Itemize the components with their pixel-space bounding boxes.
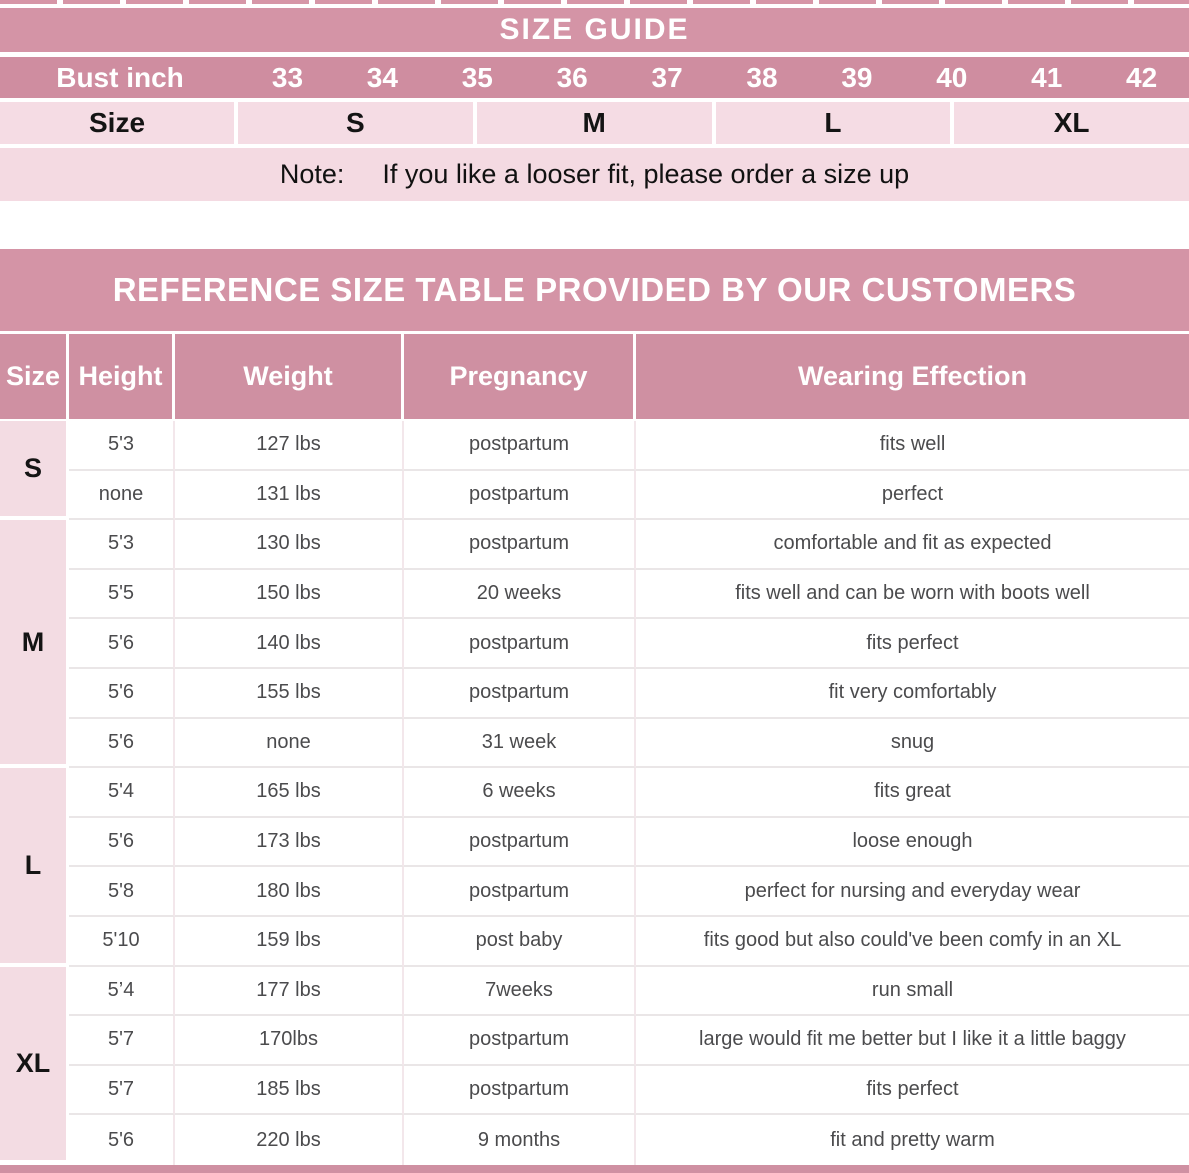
- size-option-m: M: [477, 102, 712, 144]
- bust-value: 37: [651, 61, 683, 93]
- cell-pregnancy: postpartum: [404, 867, 636, 917]
- cell-effection: fits perfect: [636, 619, 1189, 669]
- cell-weight: 177 lbs: [175, 967, 404, 1017]
- bust-value: 39: [841, 61, 873, 93]
- cell-pregnancy: 6 weeks: [404, 768, 636, 818]
- cell-weight: 159 lbs: [175, 917, 404, 967]
- cell-pregnancy: post baby: [404, 917, 636, 967]
- cell-effection: run small: [636, 967, 1189, 1017]
- reference-table-body: [0, 421, 1189, 1165]
- note-label: Note:: [279, 159, 345, 189]
- cell-pregnancy: postpartum: [404, 520, 636, 570]
- column-header-weight: Weight: [175, 334, 401, 419]
- bust-value: 38: [746, 61, 778, 93]
- size-guide-table: [0, 8, 1189, 201]
- size-guide-title: SIZE GUIDE: [0, 8, 1189, 52]
- cell-pregnancy: 20 weeks: [404, 570, 636, 620]
- bust-inch-label: Bust inch: [56, 61, 184, 93]
- bust-value: 35: [461, 61, 493, 93]
- cell-weight: 180 lbs: [175, 867, 404, 917]
- cell-weight: 173 lbs: [175, 818, 404, 868]
- bottom-edge-decoration: [0, 1165, 1189, 1173]
- cell-height: 5'7: [69, 1066, 175, 1116]
- cell-effection: perfect: [636, 471, 1189, 521]
- cell-weight: 140 lbs: [175, 619, 404, 669]
- cell-height: 5'4: [69, 768, 175, 818]
- cell-effection: fits well: [636, 421, 1189, 471]
- cell-pregnancy: postpartum: [404, 818, 636, 868]
- cell-height: 5'5: [69, 570, 175, 620]
- cell-height: 5'6: [69, 719, 175, 769]
- size-option-s: S: [238, 102, 473, 144]
- cell-weight: 130 lbs: [175, 520, 404, 570]
- note-text: If you like a looser fit, please order a size up: [382, 159, 910, 189]
- cell-height: 5'8: [69, 867, 175, 917]
- column-header-size: Size: [0, 334, 66, 419]
- reference-size-table: [0, 249, 1189, 1173]
- cell-height: 5'6: [69, 1115, 175, 1165]
- cell-pregnancy: postpartum: [404, 1066, 636, 1116]
- cell-height: 5'6: [69, 818, 175, 868]
- cell-pregnancy: postpartum: [404, 421, 636, 471]
- column-header-effection: Wearing Effection: [636, 334, 1189, 419]
- size-row: [0, 102, 1189, 144]
- cell-weight: 155 lbs: [175, 669, 404, 719]
- cell-weight: 185 lbs: [175, 1066, 404, 1116]
- bust-value: 40: [936, 61, 968, 93]
- size-group-xl: XL: [0, 967, 66, 1160]
- bust-value: 33: [271, 61, 304, 93]
- reference-table-title: REFERENCE SIZE TABLE PROVIDED BY OUR CUSTOMERS: [0, 249, 1189, 331]
- cropped-edge-decoration: [0, 0, 1189, 4]
- cell-height: none: [69, 471, 175, 521]
- cell-effection: large would fit me better but I like it a little baggy: [636, 1016, 1189, 1066]
- cell-effection: comfortable and fit as expected: [636, 520, 1189, 570]
- cell-weight: 170lbs: [175, 1016, 404, 1066]
- cell-effection: loose enough: [636, 818, 1189, 868]
- cell-pregnancy: postpartum: [404, 619, 636, 669]
- cell-weight: 220 lbs: [175, 1115, 404, 1165]
- size-option-xl: XL: [954, 102, 1189, 144]
- size-option-l: L: [716, 102, 951, 144]
- cell-effection: fits good but also could've been comfy in an XL: [636, 917, 1189, 967]
- cell-effection: fit and pretty warm: [636, 1115, 1189, 1165]
- bust-values: [240, 62, 1189, 94]
- column-header-height: Height: [69, 334, 172, 419]
- bust-value: 36: [556, 61, 588, 93]
- size-label: Size: [0, 102, 234, 144]
- cell-weight: 165 lbs: [175, 768, 404, 818]
- cell-weight: 131 lbs: [175, 471, 404, 521]
- cell-pregnancy: 7weeks: [404, 967, 636, 1017]
- cell-effection: fit very comfortably: [636, 669, 1189, 719]
- cell-effection: fits well and can be worn with boots well: [636, 570, 1189, 620]
- bust-value: 42: [1126, 61, 1158, 93]
- cell-weight: none: [175, 719, 404, 769]
- cell-pregnancy: 9 months: [404, 1115, 636, 1165]
- cell-height: 5'6: [69, 669, 175, 719]
- cell-height: 5'3: [69, 421, 175, 471]
- cell-height: 5'10: [69, 917, 175, 967]
- column-header-pregnancy: Pregnancy: [404, 334, 633, 419]
- cell-effection: fits perfect: [636, 1066, 1189, 1116]
- cell-height: 5'7: [69, 1016, 175, 1066]
- size-group-l: L: [0, 768, 66, 962]
- bust-value: 41: [1031, 61, 1063, 93]
- note-row: [0, 148, 1189, 201]
- cell-pregnancy: postpartum: [404, 1016, 636, 1066]
- cell-effection: fits great: [636, 768, 1189, 818]
- cell-height: 5'3: [69, 520, 175, 570]
- cell-weight: 127 lbs: [175, 421, 404, 471]
- cell-pregnancy: postpartum: [404, 669, 636, 719]
- size-group-m: M: [0, 520, 66, 764]
- reference-table-header: [0, 334, 1189, 419]
- cell-effection: perfect for nursing and everyday wear: [636, 867, 1189, 917]
- bust-inch-row: [0, 57, 1189, 98]
- cell-weight: 150 lbs: [175, 570, 404, 620]
- bust-value: 34: [366, 61, 398, 93]
- cell-height: 5'6: [69, 619, 175, 669]
- cell-pregnancy: postpartum: [404, 471, 636, 521]
- cell-height: 5’4: [69, 967, 175, 1017]
- size-group-s: S: [0, 421, 66, 516]
- cell-pregnancy: 31 week: [404, 719, 636, 769]
- cell-effection: snug: [636, 719, 1189, 769]
